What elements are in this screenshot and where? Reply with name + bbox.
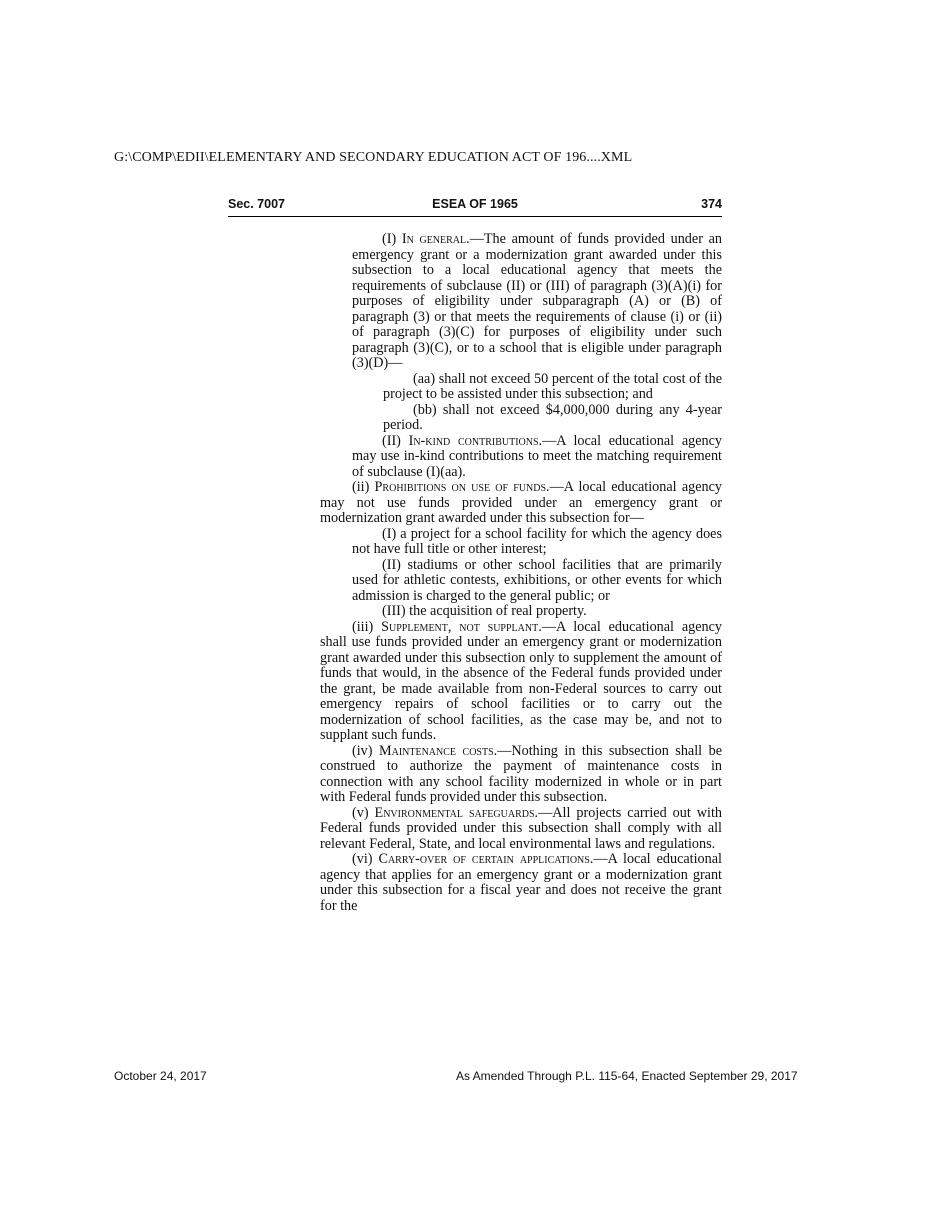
clause-designator: (vi) [352, 851, 379, 867]
clause-maintenance [320, 744, 722, 806]
clause-designator: (ii) [352, 479, 375, 495]
clause-text: .—Nothing in this subsection shall be construed to authorize the payment of maintenance costs in connection with any school facility modernized in whole or in part with Federal funds provided under this subsection. [320, 742, 722, 805]
item-aa: (aa) shall not exceed 50 percent of the total cost of the project to be assisted under this subsection; and [383, 370, 722, 402]
file-path: G:\COMP\EDII\ELEMENTARY AND SECONDARY EDUCATION ACT OF 196....XML [114, 150, 633, 165]
item-bb: (bb) shall not exceed $4,000,000 during any 4-year period. [383, 401, 722, 433]
clause-heading: Supplement, not supplant [381, 618, 539, 635]
clause-heading: Carry-over of certain applications [378, 851, 590, 867]
subclause-in-kind [352, 434, 722, 481]
footer-amendment-note: As Amended Through P.L. 115-64, Enacted September 29, 2017 [456, 1069, 798, 1083]
subclause-designator: (II) [382, 432, 409, 449]
subclause-in-general [352, 232, 722, 372]
statute-body [320, 232, 722, 914]
prohibition-item-II: (II) stadiums or other school facilities that are primarily used for athletic contests, exhibitions, or other events for which admission is charged to the general public; or [352, 556, 722, 604]
clause-carry-over [320, 852, 722, 914]
subclause-designator: (I) [382, 231, 402, 247]
clause-heading: Prohibitions on use of funds [374, 479, 547, 495]
clause-designator: (iii) [352, 618, 382, 635]
section-number: Sec. 7007 [228, 197, 285, 211]
subclause-text: .—A local educational agency may use in-kind contributions to meet the matching requirement of subclause (I)(aa). [352, 432, 722, 480]
clause-prohibitions [320, 480, 722, 527]
subclause-heading: In-kind contributions [408, 432, 539, 449]
clause-text: .—A local educational agency may not use funds provided under an emergency grant or modernization grant awarded under this subsection for— [320, 479, 722, 526]
prohibition-item-I: (I) a project for a school facility for which the agency does not have full title or other interest; [352, 525, 722, 557]
page-number: 374 [701, 197, 722, 211]
clause-designator: (iv) [352, 742, 379, 759]
clause-text: .—A local educational agency shall use funds provided under an emergency grant or modernization grant awarded under this subsection only to supplement the amount of funds that would, in the absence of the Federal funds provided under the grant, be made available from non-Federal sources to carry out emergency repairs of school facilities or to carry out the modernization of school facilities, as the case may be, and not to supplant such funds. [320, 618, 722, 743]
act-title: ESEA OF 1965 [432, 197, 518, 211]
running-head [228, 196, 722, 217]
footer-date: October 24, 2017 [114, 1069, 207, 1083]
subclause-text: .—The amount of funds provided under an emergency grant or a modernization grant awarded under this subsection to a local educational agency that meets the requirements of subclause (II) or (III) of paragraph (3)(A)(i) for purposes of eligibility under subparagraph (A) or (B) of paragraph (3) or that meets the requirements of clause (i) or (ii) of paragraph (3)(C) for purposes of eligibility under such paragraph (3)(C), or to a school that is eligible under paragraph (3)(D)— [352, 231, 722, 371]
clause-heading: Maintenance costs [378, 742, 494, 759]
clause-environmental [320, 806, 722, 853]
clause-heading: Environmental safeguards [374, 804, 535, 821]
clause-text: .—All projects carried out with Federal funds provided under this subsection shall comply with all relevant Federal, State, and local environmental laws and regulations. [320, 804, 723, 852]
clause-supplement [320, 620, 722, 744]
subclause-heading: In general [401, 231, 467, 247]
clause-text: .—A local educational agency that applies for an emergency grant or a modernization grant under this subsection for a fiscal year and does not receive the grant for the [320, 851, 722, 914]
prohibition-item-III: (III) the acquisition of real property. [382, 603, 587, 619]
clause-designator: (v) [352, 804, 375, 821]
